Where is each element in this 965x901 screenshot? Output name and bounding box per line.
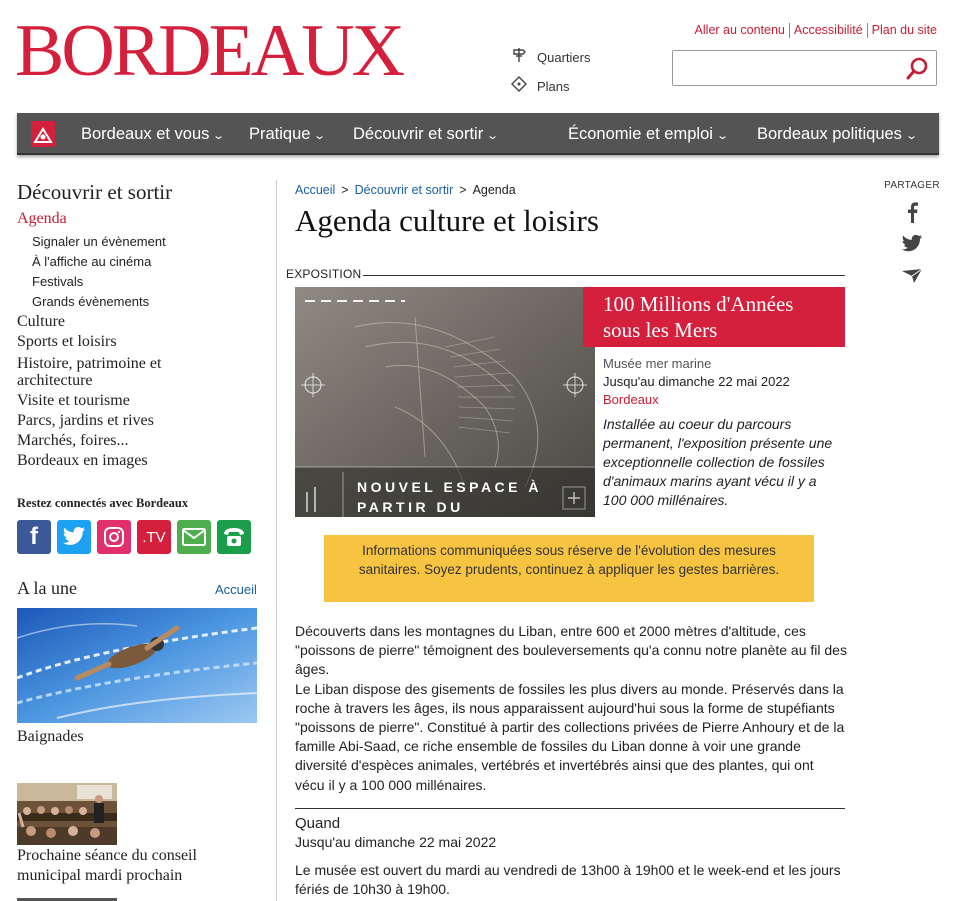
sitemap-link[interactable]: Plan du site [871,23,937,37]
sanitary-notice: Informations communiquées sous réserve de l'évolution des mesures sanitaires. Soyez prudents, continuez à appliquer les gestes barrières. [324,535,814,602]
category-rule [363,275,845,276]
nav-item-bordeaux-politiques[interactable]: Bordeaux politiques ⌄ [757,113,916,155]
quick-link-label: Plans [537,78,570,94]
share-label: PARTAGER [884,180,940,191]
send-icon[interactable] [901,265,923,287]
signpost-icon [510,47,528,67]
event-body [295,622,847,795]
email-icon[interactable] [177,520,211,554]
category-label: EXPOSITION [286,267,362,281]
nav-item-economie-et-emploi[interactable]: Économie et emploi ⌄ [568,113,727,155]
news-title-baignades[interactable]: Baignades [17,728,84,745]
sidebar-item-images[interactable]: Bordeaux en images [17,452,148,469]
a-la-une-link[interactable]: Accueil [215,582,257,597]
quand-hours: Le musée est ouvert du mardi au vendredi de 13h00 à 19h00 et le week-end et les jours fériés de 10h30 à 19h00. [295,862,841,898]
search-icon[interactable] [904,56,930,82]
sidebar-item-culture[interactable]: Culture [17,313,65,330]
news-image-baignades[interactable] [17,608,257,723]
nav-item-bordeaux-et-vous[interactable]: Bordeaux et vous ⌄ [81,113,224,155]
a-la-une-title: A la une [17,578,77,598]
chevron-down-icon: ⌄ [716,130,729,142]
page-title: Agenda culture et loisirs [295,203,599,238]
breadcrumb-decouvrir[interactable]: Découvrir et sortir [354,183,454,197]
quick-link-plans[interactable] [510,76,570,96]
phone-icon[interactable] [217,520,251,554]
tv-icon[interactable]: .TV [137,520,171,554]
body-paragraph: Le Liban dispose des gisements de fossiles les plus divers au monde. Préservés dans la roche à travers les âges, ils nous apparaissent aujourd'hui sous la forme de stupéfiants "poissons de pierre". Constitué à partir des collections privées de Pierre Anhoury et de la famille Abi-Saad, ce riche ensemble de fossiles du Liban donne à voir une grande diversité d'espèces animales, vertébrés et invertébrés ainsi que des plantes, qui ont vécu il y a 100 000 millénaires. [295,680,845,793]
breadcrumb-separator: > [341,183,349,197]
nav-item-pratique[interactable]: Pratique ⌄ [249,113,325,155]
main-nav [17,113,939,155]
sidebar-subitem-grands-evenements[interactable]: Grands évènements [32,294,150,309]
breadcrumb-separator: > [459,183,467,197]
sidebar-subitem-festivals[interactable]: Festivals [32,274,84,289]
breadcrumb-current: Agenda [472,183,516,197]
connect-title: Restez connectés avec Bordeaux [17,496,189,510]
top-links [691,23,937,38]
sidebar-item-agenda[interactable]: Agenda [17,210,67,227]
skip-to-content-link[interactable]: Aller au contenu [691,23,790,38]
nav-item-decouvrir-et-sortir[interactable]: Découvrir et sortir ⌄ [353,113,497,155]
event-description: Installée au coeur du parcours permanent, l'exposition présente une exceptionnelle collection de fossiles d'animaux marins ayant vécu il y a 100 000 millénaires. [603,416,833,508]
sidebar-item-marches[interactable]: Marchés, foires... [17,432,129,449]
body-paragraph: Découverts dans les montagnes du Liban, entre 600 et 2000 mètres d'altitude, ces "poissons de pierre" témoignent des bouleversements qu'a connu notre planète au fil des âges. [295,623,847,678]
sidebar-title: Découvrir et sortir [17,180,173,204]
chevron-down-icon: ⌄ [486,130,500,142]
search-input[interactable] [673,51,898,85]
search-box [672,50,937,86]
chevron-down-icon: ⌄ [905,130,918,142]
city-emblem-icon[interactable] [29,121,57,147]
accessibility-link[interactable]: Accessibilité [790,23,868,38]
event-date: Jusqu'au dimanche 22 mai 2022 [603,374,790,389]
facebook-icon[interactable]: f [17,520,51,554]
chevron-down-icon: ⌄ [313,130,327,142]
sidebar-item-histoire[interactable]: Histoire, patrimoine et architecture [17,355,162,389]
news-title-conseil[interactable]: Prochaine séance du conseil municipal mardi prochain [17,847,197,884]
sidebar-subitem-signaler[interactable]: Signaler un évènement [32,234,166,249]
share-panel [880,180,944,287]
sidebar-item-parcs[interactable]: Parcs, jardins et rives [17,412,154,429]
column-divider [276,180,277,901]
twitter-icon[interactable] [901,233,923,255]
quand-date: Jusqu'au dimanche 22 mai 2022 [295,834,497,850]
social-links [17,520,257,554]
event-place: Musée mer marine [603,356,712,371]
breadcrumb [295,183,516,197]
instagram-icon[interactable] [97,520,131,554]
quick-link-quartiers[interactable] [510,47,590,67]
quand-heading: Quand [295,815,341,832]
news-image-conseil[interactable] [17,783,117,845]
sidebar-subitem-cinema[interactable]: À l'affiche au cinéma [32,254,152,269]
quick-link-label: Quartiers [537,49,591,65]
sidebar [17,180,262,471]
site-logo[interactable]: BORDEAUX [15,10,403,92]
chevron-down-icon: ⌄ [212,130,226,142]
facebook-icon[interactable] [901,201,923,223]
section-divider [295,808,845,809]
breadcrumb-accueil[interactable]: Accueil [295,183,336,197]
sidebar-item-visite[interactable]: Visite et tourisme [17,392,130,409]
compass-icon [510,76,528,96]
twitter-icon[interactable] [57,520,91,554]
sidebar-item-sports[interactable]: Sports et loisirs [17,333,117,350]
event-image[interactable] [295,287,595,517]
event-title[interactable]: 100 Millions d'Années sous les Mers [583,287,845,347]
event-image-caption: NOUVEL ESPACE À PARTIR DU [357,479,543,515]
event-city: Bordeaux [603,392,659,407]
